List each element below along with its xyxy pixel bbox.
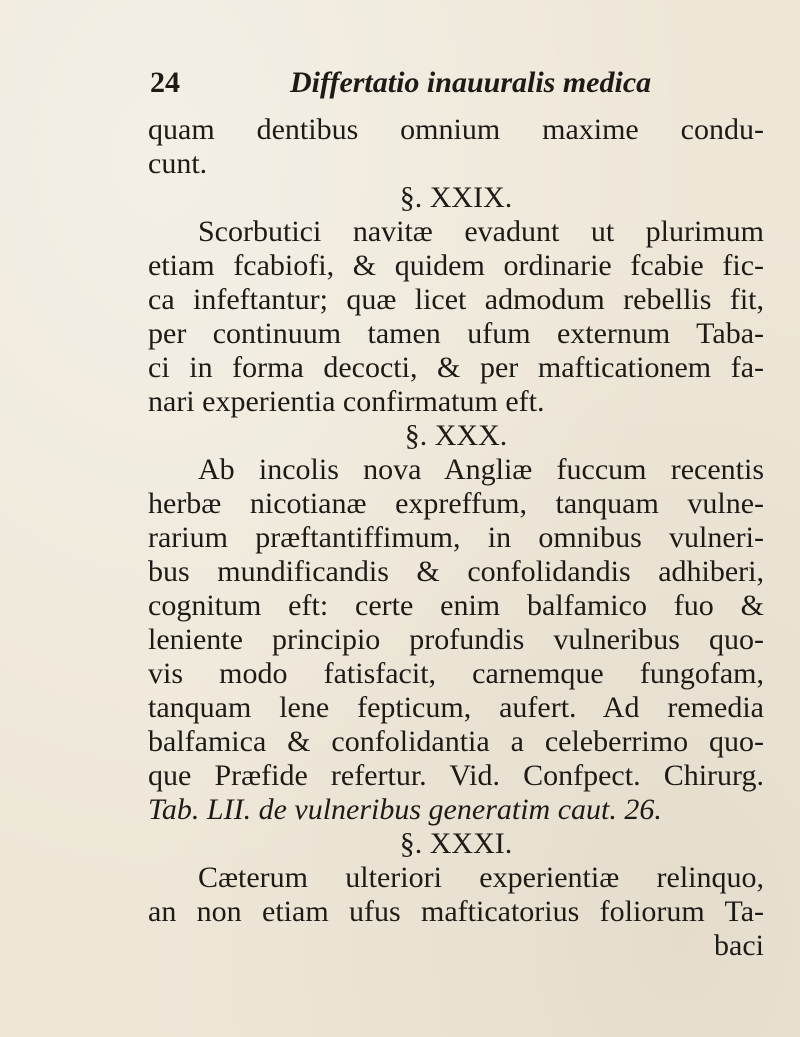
text-line: cognitum eft: certe enim balfamico fuo & — [148, 589, 764, 622]
catchword: baci — [714, 929, 764, 962]
text-line: rarium præftantiffimum, in omnibus vulneri- — [148, 521, 764, 554]
text-line: tanquam lene fepticum, aufert. Ad remedia — [148, 691, 764, 724]
text-line: nari experientia confirmatum eft. — [148, 385, 545, 418]
text-line: ca infeftantur; quæ licet admodum rebellis fit, — [148, 283, 764, 316]
page-header — [150, 60, 710, 110]
text-line: per continuum tamen ufum externum Taba- — [148, 317, 764, 350]
text-line: Cæterum ulteriori experientiæ relinquo, — [198, 861, 764, 894]
text-line: bus mundificandis & confolidandis adhiberi, — [148, 555, 764, 588]
section-heading: §. XXIX. — [399, 181, 513, 214]
text-line: herbæ nicotianæ expreffum, tanquam vulne- — [148, 487, 764, 520]
text-line: quam dentibus omnium maxime condu- — [148, 113, 764, 146]
text-line: Scorbutici navitæ evadunt ut plurimum — [198, 215, 764, 248]
section-heading: §. XXX. — [404, 419, 508, 452]
page-number: 24 — [150, 66, 180, 99]
text-line: vis modo fatisfacit, carnemque fungofam, — [148, 657, 764, 690]
text-line: leniente principio profundis vulneribus quo- — [148, 623, 764, 656]
text-line: que Præfide refertur. Vid. Confpect. Chirurg. — [148, 759, 764, 792]
text-line: cunt. — [148, 147, 208, 180]
text-line: ci in forma decocti, & per mafticationem fa- — [148, 351, 764, 384]
running-head: Differtatio inauuralis medica — [290, 66, 652, 99]
text-line: an non etiam ufus mafticatorius foliorum Ta- — [148, 895, 764, 928]
section-heading: §. XXXI. — [399, 827, 513, 860]
text-line: Ab incolis nova Angliæ fuccum recentis — [198, 453, 764, 486]
text-line: etiam fcabiofi, & quidem ordinarie fcabie fic- — [148, 249, 764, 282]
text-line: Tab. LII. de vulneribus generatim caut. 26. — [148, 793, 662, 826]
text-line: balfamica & confolidantia a celeberrimo quo- — [148, 725, 764, 758]
